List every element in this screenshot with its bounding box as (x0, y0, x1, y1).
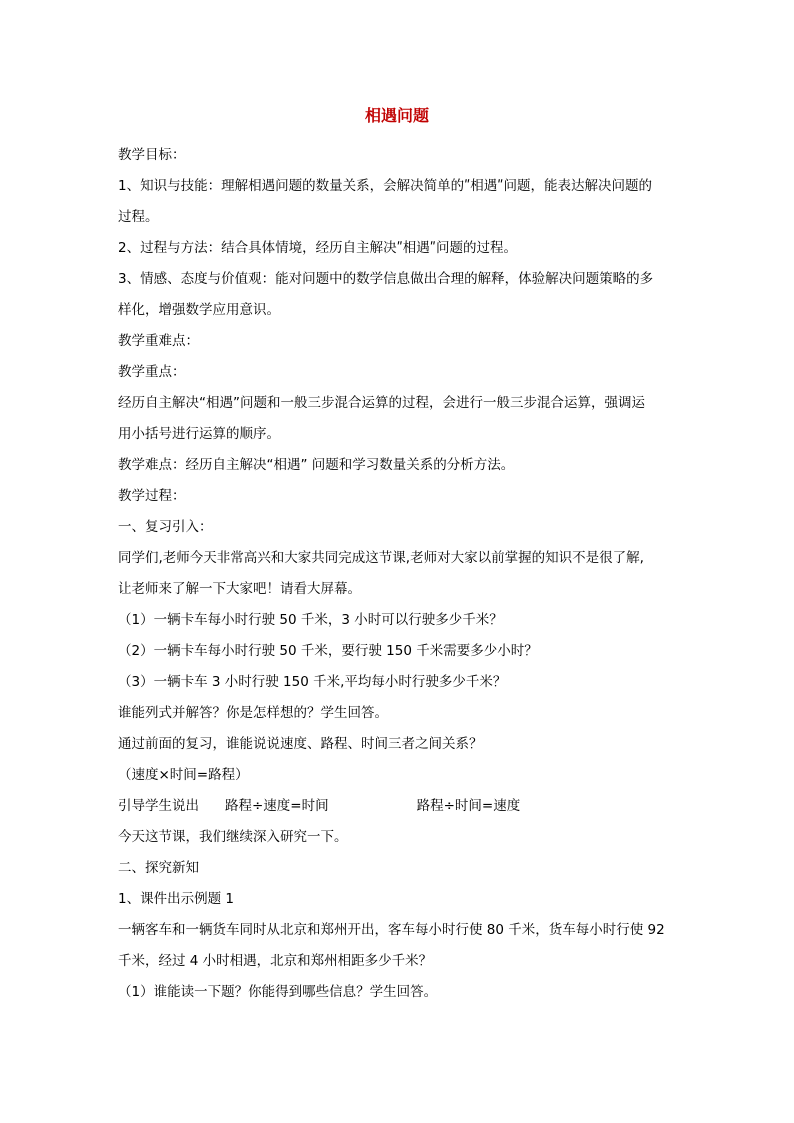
formula-speed-time: （速度×时间=路程） (118, 767, 249, 783)
objective-3-line-2: 样化，增强数学应用意识。 (118, 302, 280, 318)
today-text: 今天这节课，我们继续深入研究一下。 (118, 829, 348, 845)
difficulty-text: 教学难点：经历自主解决“相遇” 问题和学习数量关系的分析方法。 (118, 457, 515, 473)
key-points-line-1: 经历自主解决“相遇”问题和一般三步混合运算的过程，会进行一般三步混合运算，强调运 (118, 395, 645, 411)
question-2: （2）一辆卡车每小时行驶 50 千米，要行驶 150 千米需要多少小时？ (118, 643, 538, 659)
relation-question: 通过前面的复习，谁能说说速度、路程、时间三者之间关系？ (118, 736, 483, 752)
document-title: 相遇问题 (364, 106, 429, 125)
guide-label: 引导学生说出 (118, 798, 199, 814)
objective-2: 2、过程与方法：结合具体情境，经历自主解决ʺ相遇ʺ问题的过程。 (118, 240, 518, 256)
example-question-1: （1）谁能读一下题？你能得到哪些信息？学生回答。 (118, 984, 438, 1000)
key-difficulty-heading: 教学重难点： (118, 333, 199, 349)
objective-1-line-2: 过程。 (118, 209, 159, 225)
section-2-heading: 二、探究新知 (118, 860, 199, 876)
key-points-heading: 教学重点： (118, 364, 186, 380)
who-answers: 谁能列式并解答？你是怎样想的？学生回答。 (118, 705, 388, 721)
key-points-line-2: 用小括号进行运算的顺序。 (118, 426, 280, 442)
intro-line-1: 同学们,老师今天非常高兴和大家共同完成这节课,老师对大家以前掌握的知识不是很了解, (118, 550, 644, 566)
objective-1-line-1: 1、知识与技能：理解相遇问题的数量关系，会解决简单的ʺ相遇ʺ问题，能表达解决问题的 (118, 178, 653, 194)
intro-line-2: 让老师来了解一下大家吧！请看大屏幕。 (118, 581, 361, 597)
objective-3-line-1: 3、情感、态度与价值观：能对问题中的数学信息做出合理的解释，体验解决问题策略的多 (118, 271, 654, 287)
example-line-2: 千米，经过 4 小时相遇，北京和郑州相距多少千米？ (118, 953, 433, 969)
objectives-heading: 教学目标： (118, 147, 186, 163)
formula-distance-speed: 路程÷速度=时间 (225, 798, 329, 814)
question-1: （1）一辆卡车每小时行驶 50 千米，3 小时可以行驶多少千米？ (118, 612, 503, 628)
guide-formulas-row (118, 797, 520, 815)
question-3: （3）一辆卡车 3 小时行驶 150 千米,平均每小时行驶多少千米？ (118, 674, 507, 690)
formula-distance-time: 路程÷时间=速度 (416, 798, 521, 814)
example-line-1: 一辆客车和一辆货车同时从北京和郑州开出，客车每小时行使 80 千米，货车每小时行使 92 (118, 922, 665, 938)
process-heading: 教学过程： (118, 488, 186, 504)
example-heading: 1、课件出示例题 1 (118, 891, 234, 907)
section-1-heading: 一、复习引入： (118, 519, 213, 535)
